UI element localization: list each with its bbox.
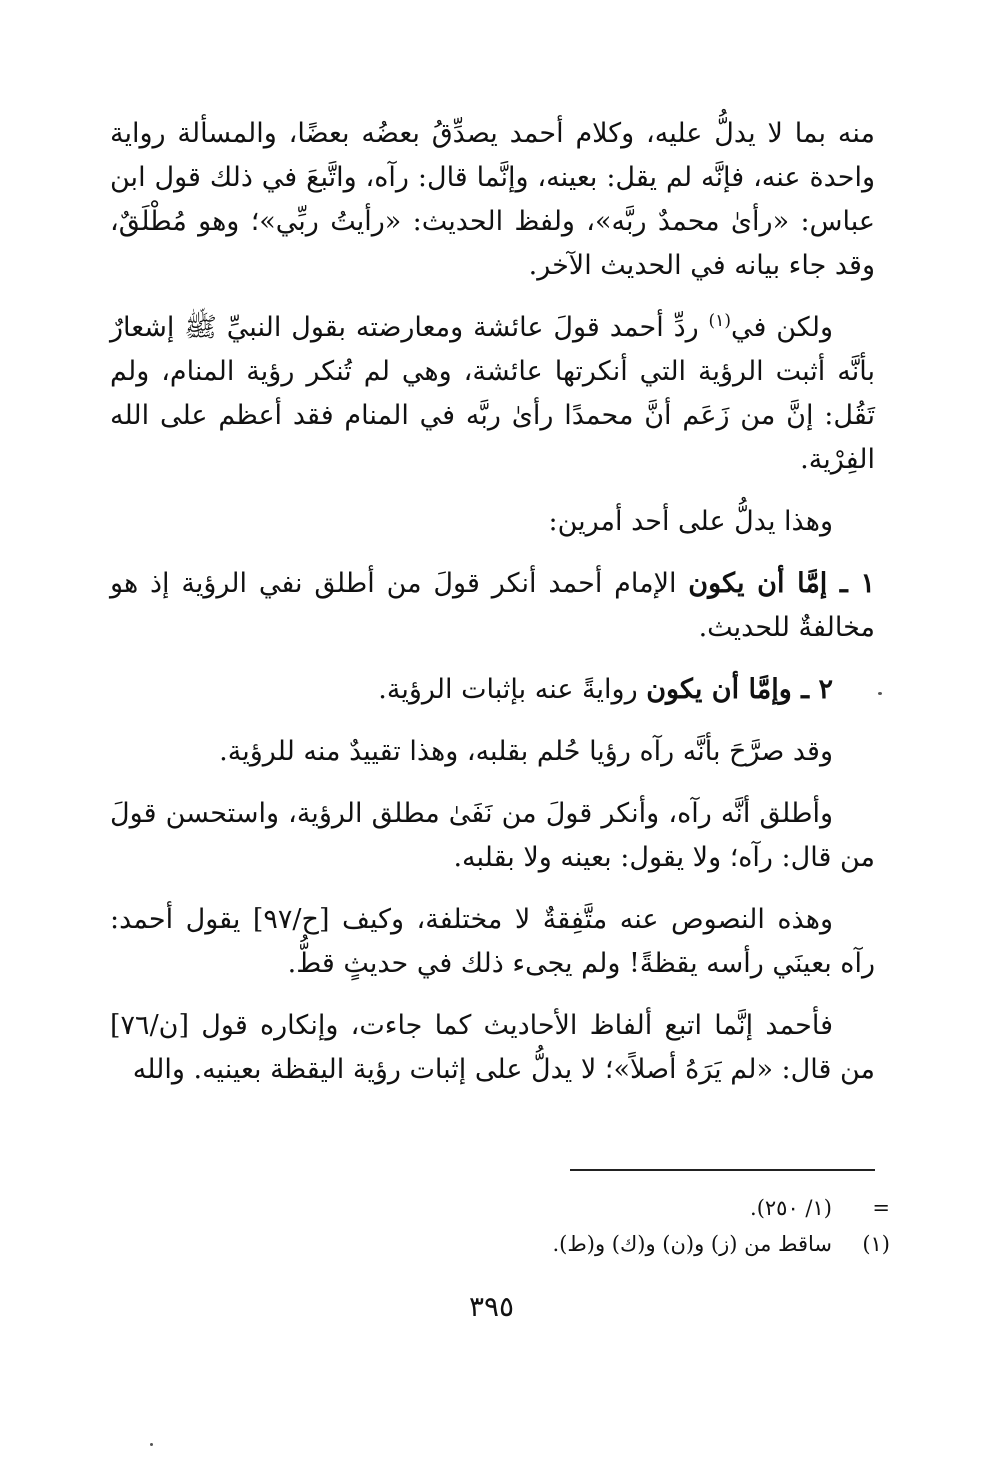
main-text: [110, 112, 875, 1110]
footnote-1: [300, 1226, 890, 1262]
paragraph-6: وقد صرَّحَ بأنَّه رآه رؤيا حُلم بقلبه، وهذا تقييدٌ منه للرؤية.: [219, 736, 833, 767]
footnotes: [300, 1190, 890, 1262]
list-item-1-rest: الإمام أحمد أنكر قولَ من أطلق نفي الرؤية إذ هو مخالفةٌ للحديث.: [110, 568, 875, 643]
footnote-separator: [570, 1169, 875, 1171]
scan-speck: [878, 692, 882, 695]
footnote-marker: =: [872, 1196, 890, 1220]
paragraph-3: وهذا يدلُّ على أحد أمرين:: [548, 506, 833, 537]
list-item-2-lead: ٢ ـ وإمَّا أن يكون: [646, 674, 833, 705]
paragraph-5: [110, 668, 875, 712]
page-number: ٣٩٥: [468, 1290, 515, 1323]
paragraph-1: منه بما لا يدلُّ عليه، وكلام أحمد يصدِّقُ بعضُه بعضًا، والمسألة رواية واحدة عنه، فإنَّه لم يقل: بعينه، وإنَّما قال: رآه، واتَّبعَ في ذلك قول ابن عباس: «رأىٰ محمدٌ ربَّه»، ولفظ الحديث: «رأيتُ ربِّي»؛ وهو مُطْلَقٌ، وقد جاء بيانه في الحديث الآخر.: [110, 118, 875, 281]
paragraph-2: [110, 306, 875, 482]
paragraph-4: [110, 562, 875, 650]
list-item-1-lead: ١ ـ إمَّا أن يكون: [688, 568, 875, 599]
footnote-marker: (١): [862, 1232, 890, 1256]
paragraph-8: وهذه النصوص عنه متَّفِقةٌ لا مختلفة، وكيف [ح/٩٧] يقول أحمد: رآه بعينَي رأسه يقظةً! ولم يجىء ذلك في حديثٍ قطُّ.: [110, 904, 875, 979]
footnote-reference-1[interactable]: (١): [708, 311, 731, 331]
paragraph-7: وأطلق أنَّه رآه، وأنكر قولَ من نَفَىٰ مطلق الرؤية، واستحسن قولَ من قال: رآه؛ ولا يقول: بعينه ولا بقلبه.: [110, 798, 875, 873]
paragraph-9: فأحمد إنَّما اتبع ألفاظ الأحاديث كما جاءت، وإنكاره قول [ن/٧٦] من قال: «لم يَرَهُ أصلاً»؛ لا يدلُّ على إثبات رؤية اليقظة بعينيه. والله: [110, 1010, 875, 1085]
paragraph-2-start: ولكن في: [730, 312, 833, 343]
scan-speck: [150, 1443, 153, 1446]
footnote-continuation: [300, 1190, 890, 1226]
footnote-text: (١/ ٢٥٠).: [750, 1196, 832, 1220]
paragraph-2-rest: ردِّ أحمد قولَ عائشة ومعارضته بقول النبيِّ ﷺ إشعارٌ بأنَّه أثبت الرؤية التي أنكرتها عائشة، وهي لم تُنكر رؤية المنام، ولم تَقُل: إنَّ من زَعَم أنَّ محمدًا رأىٰ ربَّه في المنام فقد أعظم على الله الفِرْية.: [110, 312, 875, 475]
list-item-2-rest: روايةً عنه بإثبات الرؤية.: [378, 674, 647, 705]
footnote-text: ساقط من (ز) و(ن) و(ك) و(ط).: [552, 1232, 832, 1256]
